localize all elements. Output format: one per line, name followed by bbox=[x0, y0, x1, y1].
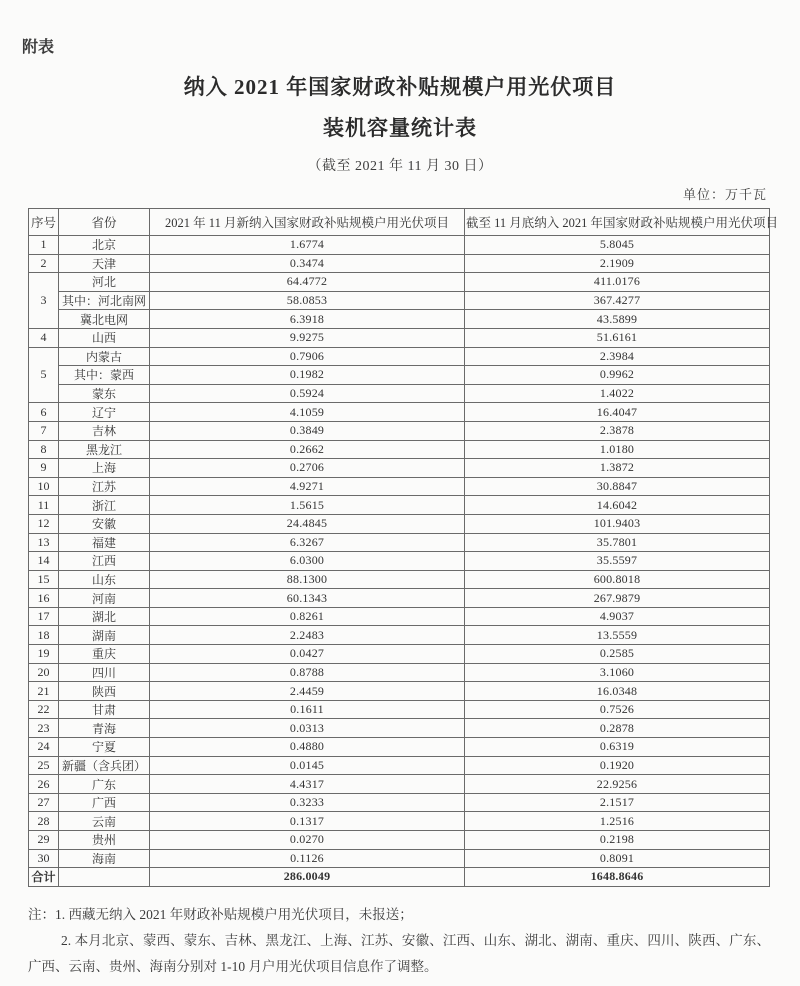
seq-cell: 7 bbox=[29, 421, 59, 440]
cumulative-value-cell: 4.9037 bbox=[465, 607, 770, 626]
seq-cell: 19 bbox=[29, 645, 59, 664]
table-row bbox=[29, 440, 770, 459]
province-cell: 广西 bbox=[59, 793, 150, 812]
monthly-value-cell: 0.3474 bbox=[150, 254, 465, 273]
table-header-row bbox=[29, 209, 770, 236]
table-row bbox=[29, 849, 770, 868]
notes-prefix: 注： bbox=[28, 906, 55, 922]
table-row bbox=[29, 589, 770, 608]
table-row bbox=[29, 756, 770, 775]
table-row bbox=[29, 645, 770, 664]
province-cell: 云南 bbox=[59, 812, 150, 831]
monthly-value-cell: 6.0300 bbox=[150, 552, 465, 571]
document-title-line1: 纳入 2021 年国家财政补贴规模户用光伏项目 bbox=[183, 75, 617, 99]
monthly-value-cell: 0.0145 bbox=[150, 756, 465, 775]
total-cumulative-cell: 1648.8646 bbox=[465, 868, 770, 887]
province-cell: 福建 bbox=[59, 533, 150, 552]
table-row bbox=[29, 384, 770, 403]
cumulative-value-cell: 411.0176 bbox=[465, 273, 770, 292]
province-cell: 天津 bbox=[59, 254, 150, 273]
header-province: 省份 bbox=[59, 209, 150, 236]
province-cell: 重庆 bbox=[59, 645, 150, 664]
seq-cell: 18 bbox=[29, 626, 59, 645]
province-cell: 安徽 bbox=[59, 514, 150, 533]
cumulative-value-cell: 22.9256 bbox=[465, 775, 770, 794]
table-row bbox=[29, 700, 770, 719]
province-cell: 辽宁 bbox=[59, 403, 150, 422]
seq-cell: 26 bbox=[29, 775, 59, 794]
seq-cell: 20 bbox=[29, 663, 59, 682]
monthly-value-cell: 0.1611 bbox=[150, 700, 465, 719]
seq-cell: 9 bbox=[29, 459, 59, 478]
monthly-value-cell: 4.4317 bbox=[150, 775, 465, 794]
monthly-value-cell: 0.4880 bbox=[150, 738, 465, 757]
cumulative-value-cell: 43.5899 bbox=[465, 310, 770, 329]
cumulative-value-cell: 0.7526 bbox=[465, 700, 770, 719]
monthly-value-cell: 58.0853 bbox=[150, 291, 465, 310]
monthly-value-cell: 6.3267 bbox=[150, 533, 465, 552]
cumulative-value-cell: 16.0348 bbox=[465, 682, 770, 701]
table-row bbox=[29, 831, 770, 850]
monthly-value-cell: 0.8788 bbox=[150, 663, 465, 682]
province-cell: 其中：蒙西 bbox=[59, 366, 150, 385]
monthly-value-cell: 2.2483 bbox=[150, 626, 465, 645]
monthly-value-cell: 0.1317 bbox=[150, 812, 465, 831]
province-cell: 山西 bbox=[59, 328, 150, 347]
province-cell: 青海 bbox=[59, 719, 150, 738]
monthly-value-cell: 2.4459 bbox=[150, 682, 465, 701]
province-cell: 上海 bbox=[59, 459, 150, 478]
seq-cell: 4 bbox=[29, 328, 59, 347]
cumulative-value-cell: 600.8018 bbox=[465, 570, 770, 589]
monthly-value-cell: 0.0270 bbox=[150, 831, 465, 850]
seq-cell: 5 bbox=[29, 347, 59, 403]
table-row bbox=[29, 738, 770, 757]
province-cell: 河北 bbox=[59, 273, 150, 292]
table-row bbox=[29, 236, 770, 255]
seq-cell: 30 bbox=[29, 849, 59, 868]
seq-cell: 8 bbox=[29, 440, 59, 459]
province-cell: 河南 bbox=[59, 589, 150, 608]
date-subtitle: （截至 2021 年 11 月 30 日） bbox=[307, 159, 493, 174]
note-item-1 bbox=[28, 902, 770, 928]
attachment-label: 附表 bbox=[22, 39, 55, 56]
table-row bbox=[29, 273, 770, 292]
table-row bbox=[29, 533, 770, 552]
province-cell: 新疆（含兵团） bbox=[59, 756, 150, 775]
monthly-value-cell: 0.0427 bbox=[150, 645, 465, 664]
table-row bbox=[29, 682, 770, 701]
cumulative-value-cell: 101.9403 bbox=[465, 514, 770, 533]
cumulative-value-cell: 35.5597 bbox=[465, 552, 770, 571]
cumulative-value-cell: 5.8045 bbox=[465, 236, 770, 255]
province-cell: 海南 bbox=[59, 849, 150, 868]
province-cell: 其中：河北南网 bbox=[59, 291, 150, 310]
monthly-value-cell: 0.3849 bbox=[150, 421, 465, 440]
province-cell: 江西 bbox=[59, 552, 150, 571]
seq-cell: 28 bbox=[29, 812, 59, 831]
capacity-table bbox=[28, 208, 779, 887]
province-cell: 浙江 bbox=[59, 496, 150, 515]
cumulative-value-cell: 51.6161 bbox=[465, 328, 770, 347]
monthly-value-cell: 0.7906 bbox=[150, 347, 465, 366]
seq-cell: 14 bbox=[29, 552, 59, 571]
province-cell: 蒙东 bbox=[59, 384, 150, 403]
table-row bbox=[29, 366, 770, 385]
table-row bbox=[29, 812, 770, 831]
cumulative-value-cell: 1.0180 bbox=[465, 440, 770, 459]
province-cell: 四川 bbox=[59, 663, 150, 682]
seq-cell: 23 bbox=[29, 719, 59, 738]
monthly-value-cell: 0.1126 bbox=[150, 849, 465, 868]
cumulative-value-cell: 367.4277 bbox=[465, 291, 770, 310]
total-monthly-cell: 286.0049 bbox=[150, 868, 465, 887]
province-cell: 宁夏 bbox=[59, 738, 150, 757]
monthly-value-cell: 1.5615 bbox=[150, 496, 465, 515]
province-cell: 内蒙古 bbox=[59, 347, 150, 366]
seq-cell: 22 bbox=[29, 700, 59, 719]
monthly-value-cell: 60.1343 bbox=[150, 589, 465, 608]
seq-cell: 2 bbox=[29, 254, 59, 273]
cumulative-value-cell: 1.3872 bbox=[465, 459, 770, 478]
cumulative-value-cell: 1.4022 bbox=[465, 384, 770, 403]
header-monthly: 2021 年 11 月新纳入国家财政补贴规模户用光伏项目 bbox=[150, 209, 465, 236]
province-cell: 山东 bbox=[59, 570, 150, 589]
cumulative-value-cell: 16.4047 bbox=[465, 403, 770, 422]
monthly-value-cell: 0.5924 bbox=[150, 384, 465, 403]
table-row bbox=[29, 496, 770, 515]
total-province-cell bbox=[59, 868, 150, 887]
table-row bbox=[29, 254, 770, 273]
monthly-value-cell: 64.4772 bbox=[150, 273, 465, 292]
seq-cell: 6 bbox=[29, 403, 59, 422]
document-title-line2: 装机容量统计表 bbox=[323, 116, 477, 140]
province-cell: 吉林 bbox=[59, 421, 150, 440]
total-label-cell: 合计 bbox=[29, 868, 59, 887]
seq-cell: 29 bbox=[29, 831, 59, 850]
seq-cell: 13 bbox=[29, 533, 59, 552]
province-cell: 陕西 bbox=[59, 682, 150, 701]
seq-cell: 25 bbox=[29, 756, 59, 775]
seq-cell: 12 bbox=[29, 514, 59, 533]
table-row bbox=[29, 514, 770, 533]
capacity-table-body bbox=[29, 236, 770, 868]
province-cell: 广东 bbox=[59, 775, 150, 794]
cumulative-value-cell: 14.6042 bbox=[465, 496, 770, 515]
capacity-table-total bbox=[29, 868, 770, 887]
monthly-value-cell: 0.1982 bbox=[150, 366, 465, 385]
monthly-value-cell: 9.9275 bbox=[150, 328, 465, 347]
cumulative-value-cell: 30.8847 bbox=[465, 477, 770, 496]
monthly-value-cell: 88.1300 bbox=[150, 570, 465, 589]
cumulative-value-cell: 2.3878 bbox=[465, 421, 770, 440]
province-cell: 江苏 bbox=[59, 477, 150, 496]
cumulative-value-cell: 267.9879 bbox=[465, 589, 770, 608]
seq-cell: 10 bbox=[29, 477, 59, 496]
monthly-value-cell: 0.2706 bbox=[150, 459, 465, 478]
province-cell: 湖南 bbox=[59, 626, 150, 645]
seq-cell: 1 bbox=[29, 236, 59, 255]
province-cell: 甘肃 bbox=[59, 700, 150, 719]
cumulative-value-cell: 2.3984 bbox=[465, 347, 770, 366]
cumulative-value-cell: 13.5559 bbox=[465, 626, 770, 645]
unit-label: 单位：万千瓦 bbox=[682, 187, 767, 202]
table-row bbox=[29, 663, 770, 682]
table-row bbox=[29, 347, 770, 366]
monthly-value-cell: 6.3918 bbox=[150, 310, 465, 329]
seq-cell: 21 bbox=[29, 682, 59, 701]
seq-cell: 15 bbox=[29, 570, 59, 589]
seq-cell: 16 bbox=[29, 589, 59, 608]
table-row bbox=[29, 328, 770, 347]
cumulative-value-cell: 3.1060 bbox=[465, 663, 770, 682]
monthly-value-cell: 1.6774 bbox=[150, 236, 465, 255]
seq-cell: 17 bbox=[29, 607, 59, 626]
cumulative-value-cell: 35.7801 bbox=[465, 533, 770, 552]
seq-cell: 3 bbox=[29, 273, 59, 329]
province-cell: 湖北 bbox=[59, 607, 150, 626]
province-cell: 黑龙江 bbox=[59, 440, 150, 459]
province-cell: 冀北电网 bbox=[59, 310, 150, 329]
table-row bbox=[29, 719, 770, 738]
province-cell: 北京 bbox=[59, 236, 150, 255]
seq-cell: 11 bbox=[29, 496, 59, 515]
monthly-value-cell: 0.3233 bbox=[150, 793, 465, 812]
province-cell: 贵州 bbox=[59, 831, 150, 850]
cumulative-value-cell: 0.9962 bbox=[465, 366, 770, 385]
cumulative-value-cell: 0.8091 bbox=[465, 849, 770, 868]
seq-cell: 27 bbox=[29, 793, 59, 812]
cumulative-value-cell: 2.1909 bbox=[465, 254, 770, 273]
monthly-value-cell: 0.8261 bbox=[150, 607, 465, 626]
table-row bbox=[29, 459, 770, 478]
note-1-text: 1. 西藏无纳入 2021 年财政补贴规模户用光伏项目，未报送； bbox=[55, 906, 413, 922]
cumulative-value-cell: 2.1517 bbox=[465, 793, 770, 812]
table-row bbox=[29, 775, 770, 794]
table-row bbox=[29, 291, 770, 310]
header-cumulative: 截至 11 月底纳入 2021 年国家财政补贴规模户用光伏项目 bbox=[465, 209, 770, 236]
monthly-value-cell: 4.1059 bbox=[150, 403, 465, 422]
monthly-value-cell: 0.0313 bbox=[150, 719, 465, 738]
cumulative-value-cell: 0.1920 bbox=[465, 756, 770, 775]
cumulative-value-cell: 1.2516 bbox=[465, 812, 770, 831]
header-seq: 序号 bbox=[29, 209, 59, 236]
cumulative-value-cell: 0.2585 bbox=[465, 645, 770, 664]
cumulative-value-cell: 0.2878 bbox=[465, 719, 770, 738]
table-row bbox=[29, 310, 770, 329]
cumulative-value-cell: 0.6319 bbox=[465, 738, 770, 757]
monthly-value-cell: 4.9271 bbox=[150, 477, 465, 496]
note-item-2: 2. 本月北京、蒙西、蒙东、吉林、黑龙江、上海、江苏、安徽、江西、山东、湖北、湖南、重庆、四川、陕西、广东、广西、云南、贵州、海南分别对 1-10 月户用光伏项目信息作了调整。 bbox=[28, 933, 770, 975]
table-row bbox=[29, 421, 770, 440]
monthly-value-cell: 24.4845 bbox=[150, 514, 465, 533]
table-row bbox=[29, 552, 770, 571]
monthly-value-cell: 0.2662 bbox=[150, 440, 465, 459]
cumulative-value-cell: 0.2198 bbox=[465, 831, 770, 850]
table-row bbox=[29, 477, 770, 496]
table-row bbox=[29, 607, 770, 626]
table-row bbox=[29, 570, 770, 589]
table-header bbox=[29, 209, 779, 236]
table-row bbox=[29, 626, 770, 645]
document-page bbox=[0, 34, 800, 986]
table-row bbox=[29, 793, 770, 812]
total-row bbox=[29, 868, 770, 887]
seq-cell: 24 bbox=[29, 738, 59, 757]
table-row bbox=[29, 403, 770, 422]
notes-section bbox=[28, 902, 770, 981]
